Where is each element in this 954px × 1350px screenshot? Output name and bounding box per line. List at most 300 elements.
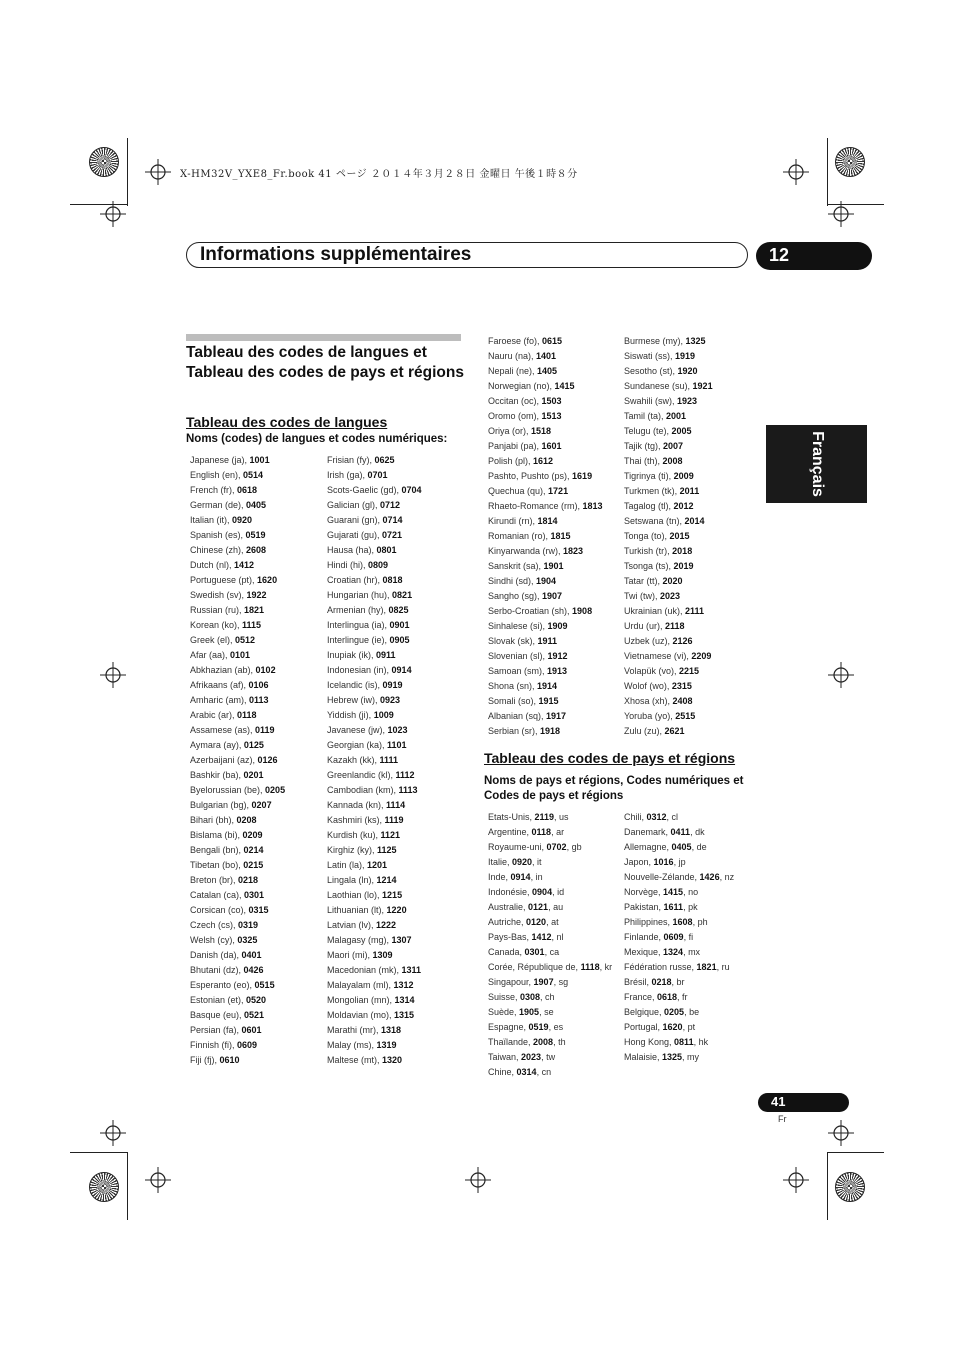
code-entry: [190, 470, 285, 485]
entry-name: Polish (pl),: [488, 456, 534, 466]
entry-country-abbr: , my: [682, 1052, 700, 1062]
entry-code: 2209: [691, 651, 712, 661]
entry-code: 1220: [386, 905, 407, 915]
entry-name: Wolof (wo),: [624, 681, 672, 691]
entry-name: Estonian (et),: [190, 995, 247, 1005]
code-entry: [488, 651, 603, 666]
code-entry: [327, 560, 422, 575]
chapter-title: Informations supplémentaires: [200, 244, 472, 265]
language-side-tab-label: Français: [808, 431, 826, 497]
code-entry: [190, 605, 285, 620]
entry-code: 2020: [662, 576, 683, 586]
entry-name: Autriche,: [488, 917, 527, 927]
entry-code: 1115: [242, 620, 262, 630]
entry-country-abbr: , ru: [716, 962, 730, 972]
entry-name: Malagasy (mg),: [327, 935, 392, 945]
entry-name: Chinese (zh),: [190, 545, 247, 555]
country-list: [624, 812, 734, 1067]
entry-code: 1814: [537, 516, 558, 526]
code-entry: [488, 812, 612, 827]
code-entry: [624, 1007, 734, 1022]
crop-mark: [127, 138, 128, 206]
entry-name: Welsh (cy),: [190, 935, 238, 945]
entry-code: 2118: [665, 621, 685, 631]
entry-name: Romanian (ro),: [488, 531, 551, 541]
entry-code: 0905: [389, 635, 410, 645]
code-entry: [190, 980, 285, 995]
entry-code: 0325: [237, 935, 258, 945]
entry-code: 0919: [382, 680, 403, 690]
entry-code: 2001: [666, 411, 687, 421]
code-entry: [488, 396, 603, 411]
entry-code: 2008: [662, 456, 683, 466]
entry-name: Pashto, Pushto (ps),: [488, 471, 573, 481]
registration-crosshair-icon: [783, 1167, 809, 1193]
entry-country-abbr: , ph: [692, 917, 708, 927]
entry-code: 1325: [685, 336, 706, 346]
code-entry: [327, 575, 422, 590]
entry-code: 0914: [391, 665, 412, 675]
code-entry: [190, 1010, 285, 1025]
entry-code: 0821: [392, 590, 413, 600]
entry-name: Kurdish (ku),: [327, 830, 381, 840]
entry-code: 1412: [234, 560, 255, 570]
code-entry: [624, 962, 734, 977]
entry-name: Portuguese (pt),: [190, 575, 258, 585]
code-entry: [190, 635, 285, 650]
code-entry: [190, 755, 285, 770]
code-entry: [190, 815, 285, 830]
code-entry: [327, 635, 422, 650]
code-entry: [327, 950, 422, 965]
entry-code: 0601: [241, 1025, 262, 1035]
entry-name: Turkish (tr),: [624, 546, 673, 556]
entry-code: 1412: [531, 932, 552, 942]
crop-mark: [827, 138, 828, 206]
entry-name: Hindi (hi),: [327, 560, 369, 570]
entry-code: 0609: [237, 1040, 258, 1050]
entry-name: Mongolian (mn),: [327, 995, 395, 1005]
entry-code: 0625: [374, 455, 395, 465]
entry-name: Lithuanian (lt),: [327, 905, 387, 915]
entry-name: Byelorussian (be),: [190, 785, 266, 795]
entry-name: Latin (la),: [327, 860, 368, 870]
entry-name: Occitan (oc),: [488, 396, 542, 406]
code-entry: [624, 381, 713, 396]
code-entry: [624, 696, 713, 711]
entry-code: 0615: [542, 336, 563, 346]
entry-name: Tamil (ta),: [624, 411, 667, 421]
entry-code: 0102: [255, 665, 276, 675]
entry-name: Swahili (sw),: [624, 396, 678, 406]
entry-name: Sanskrit (sa),: [488, 561, 544, 571]
entry-code: 1113: [398, 785, 418, 795]
entry-name: Inupiak (ik),: [327, 650, 377, 660]
code-entry: [488, 531, 603, 546]
entry-code: 0401: [241, 950, 262, 960]
entry-country-abbr: , nz: [719, 872, 735, 882]
entry-code: 0704: [401, 485, 422, 495]
entry-name: Danemark,: [624, 827, 671, 837]
entry-name: Fiji (fj),: [190, 1055, 220, 1065]
code-entry: [190, 875, 285, 890]
code-entry: [624, 887, 734, 902]
entry-name: Galician (gl),: [327, 500, 381, 510]
entry-code: 0702: [546, 842, 567, 852]
entry-name: Bihari (bh),: [190, 815, 237, 825]
code-entry: [624, 726, 713, 741]
entry-name: Thai (th),: [624, 456, 663, 466]
entry-name: Etats-Unis,: [488, 812, 535, 822]
entry-code: 0126: [257, 755, 278, 765]
entry-code: 1907: [533, 977, 554, 987]
entry-name: Malaisie,: [624, 1052, 663, 1062]
code-entry: [190, 965, 285, 980]
entry-code: 1922: [246, 590, 267, 600]
entry-name: Afar (aa),: [190, 650, 231, 660]
entry-code: 1612: [533, 456, 554, 466]
entry-name: Malayalam (ml),: [327, 980, 394, 990]
registration-crosshair-icon: [100, 1120, 126, 1146]
entry-code: 2009: [673, 471, 694, 481]
entry-code: 2023: [660, 591, 681, 601]
entry-code: 1823: [563, 546, 584, 556]
entry-code: 0521: [244, 1010, 265, 1020]
entry-name: Urdu (ur),: [624, 621, 666, 631]
entry-name: Oromo (om),: [488, 411, 542, 421]
entry-name: Latvian (lv),: [327, 920, 377, 930]
code-entry: [488, 381, 603, 396]
entry-name: Inde,: [488, 872, 511, 882]
code-entry: [488, 1037, 612, 1052]
language-list: [190, 455, 285, 1070]
entry-code: 0818: [382, 575, 403, 585]
code-entry: [488, 932, 612, 947]
code-entry: [327, 860, 422, 875]
entry-country-abbr: , jp: [673, 857, 686, 867]
entry-code: 1401: [536, 351, 557, 361]
code-entry: [327, 830, 422, 845]
entry-code: 2018: [672, 546, 693, 556]
entry-name: Japon,: [624, 857, 654, 867]
entry-name: Macedonian (mk),: [327, 965, 402, 975]
entry-country-abbr: , ar: [551, 827, 565, 837]
entry-name: Portugal,: [624, 1022, 663, 1032]
entry-name: Chili,: [624, 812, 647, 822]
code-entry: [624, 902, 734, 917]
code-entry: [624, 531, 713, 546]
entry-code: 0218: [651, 977, 672, 987]
code-entry: [327, 875, 422, 890]
registration-crosshair-icon: [828, 1120, 854, 1146]
entry-code: 1324: [663, 947, 684, 957]
entry-code: 1415: [554, 381, 575, 391]
entry-name: Espagne,: [488, 1022, 529, 1032]
entry-name: Persian (fa),: [190, 1025, 242, 1035]
code-entry: [624, 812, 734, 827]
code-entry: [327, 1010, 422, 1025]
entry-country-abbr: , kr: [599, 962, 613, 972]
entry-name: Tibetan (bo),: [190, 860, 244, 870]
entry-country-abbr: , gb: [566, 842, 582, 852]
entry-country-abbr: , sg: [553, 977, 569, 987]
entry-name: Somali (so),: [488, 696, 539, 706]
entry-code: 2315: [671, 681, 692, 691]
code-entry: [327, 920, 422, 935]
entry-code: 0208: [236, 815, 257, 825]
code-entry: [488, 591, 603, 606]
entry-country-abbr: , fr: [677, 992, 688, 1002]
code-entry: [488, 456, 603, 471]
code-entry: [624, 917, 734, 932]
code-entry: [624, 1052, 734, 1067]
code-entry: [327, 1055, 422, 1070]
code-entry: [488, 681, 603, 696]
entry-code: 1318: [381, 1025, 402, 1035]
entry-name: Basque (eu),: [190, 1010, 245, 1020]
entry-name: Cambodian (km),: [327, 785, 399, 795]
entry-code: 1919: [675, 351, 696, 361]
entry-code: 1201: [367, 860, 388, 870]
entry-code: 0809: [368, 560, 389, 570]
entry-name: Tsonga (ts),: [624, 561, 674, 571]
entry-name: Nepali (ne),: [488, 366, 538, 376]
entry-code: 0118: [531, 827, 552, 837]
entry-code: 1920: [677, 366, 698, 376]
code-entry: [488, 842, 612, 857]
entry-name: Thaïlande,: [488, 1037, 534, 1047]
code-entry: [190, 500, 285, 515]
entry-name: Georgian (ka),: [327, 740, 388, 750]
entry-name: Singapour,: [488, 977, 534, 987]
entry-name: Sinhalese (si),: [488, 621, 548, 631]
page-language-code: Fr: [778, 1114, 787, 1124]
entry-name: Twi (tw),: [624, 591, 660, 601]
code-entry: [190, 785, 285, 800]
entry-name: Indonésie,: [488, 887, 533, 897]
entry-code: 0512: [235, 635, 256, 645]
code-entry: [327, 620, 422, 635]
code-entry: [624, 411, 713, 426]
entry-code: 1620: [662, 1022, 683, 1032]
registration-starburst-icon: [89, 1172, 119, 1202]
code-entry: [327, 725, 422, 740]
entry-code: 2014: [684, 516, 705, 526]
entry-code: 0825: [388, 605, 409, 615]
entry-code: 1315: [394, 1010, 415, 1020]
entry-name: Canada,: [488, 947, 525, 957]
registration-crosshair-icon: [100, 201, 126, 227]
entry-code: 0519: [528, 1022, 549, 1032]
entry-code: 0215: [243, 860, 264, 870]
entry-name: Marathi (mr),: [327, 1025, 381, 1035]
entry-name: Kannada (kn),: [327, 800, 387, 810]
entry-name: Brésil,: [624, 977, 652, 987]
entry-name: Siswati (ss),: [624, 351, 676, 361]
entry-name: Serbo-Croatian (sh),: [488, 606, 573, 616]
entry-code: 2621: [664, 726, 685, 736]
crop-mark: [70, 1152, 127, 1153]
code-entry: [327, 965, 422, 980]
code-entry: [488, 902, 612, 917]
code-entry: [327, 455, 422, 470]
entry-country-abbr: , ca: [544, 947, 560, 957]
entry-code: 1601: [541, 441, 562, 451]
code-entry: [488, 561, 603, 576]
code-entry: [488, 426, 603, 441]
code-entry: [190, 770, 285, 785]
entry-code: 0901: [389, 620, 410, 630]
entry-code: 0106: [248, 680, 269, 690]
code-entry: [488, 486, 603, 501]
entry-code: 0914: [510, 872, 531, 882]
entry-name: Quechua (qu),: [488, 486, 549, 496]
entry-name: Serbian (sr),: [488, 726, 541, 736]
code-entry: [327, 980, 422, 995]
entry-name: Abkhazian (ab),: [190, 665, 256, 675]
countries-table-title: Tableau des codes de pays et régions: [484, 750, 736, 766]
code-entry: [327, 770, 422, 785]
entry-code: 1119: [384, 815, 404, 825]
entry-name: Sundanese (su),: [624, 381, 693, 391]
entry-code: 0405: [246, 500, 267, 510]
entry-code: 0301: [244, 890, 265, 900]
code-entry: [327, 845, 422, 860]
entry-code: 1821: [696, 962, 717, 972]
code-entry: [327, 755, 422, 770]
entry-name: Catalan (ca),: [190, 890, 245, 900]
entry-code: 1915: [538, 696, 559, 706]
code-entry: [327, 815, 422, 830]
language-list: [327, 455, 422, 1070]
entry-code: 2012: [673, 501, 694, 511]
entry-name: Scots-Gaelic (gd),: [327, 485, 402, 495]
entry-name: Norvège,: [624, 887, 664, 897]
entry-name: Kinyarwanda (rw),: [488, 546, 564, 556]
code-entry: [488, 857, 612, 872]
entry-name: Javanese (jw),: [327, 725, 388, 735]
entry-code: 1907: [542, 591, 563, 601]
entry-name: French (fr),: [190, 485, 238, 495]
entry-country-abbr: , in: [530, 872, 543, 882]
entry-name: Yoruba (yo),: [624, 711, 676, 721]
entry-code: 0125: [243, 740, 264, 750]
entry-name: Icelandic (is),: [327, 680, 383, 690]
entry-name: Korean (ko),: [190, 620, 243, 630]
entry-code: 1921: [692, 381, 713, 391]
code-entry: [190, 590, 285, 605]
entry-code: 0314: [516, 1067, 537, 1077]
page-number: 41: [771, 1094, 786, 1109]
entry-name: Suisse,: [488, 992, 521, 1002]
code-entry: [624, 426, 713, 441]
entry-code: 1904: [536, 576, 557, 586]
code-entry: [190, 920, 285, 935]
entry-code: 0405: [671, 842, 692, 852]
entry-country-abbr: , be: [684, 1007, 700, 1017]
entry-name: Kazakh (kk),: [327, 755, 380, 765]
entry-name: Croatian (hr),: [327, 575, 383, 585]
code-entry: [488, 351, 603, 366]
entry-name: Italie,: [488, 857, 513, 867]
registration-starburst-icon: [835, 1172, 865, 1202]
entry-country-abbr: , se: [539, 1007, 554, 1017]
registration-crosshair-icon: [145, 159, 171, 185]
entry-name: France,: [624, 992, 658, 1002]
code-entry: [624, 486, 713, 501]
entry-name: Hong Kong,: [624, 1037, 675, 1047]
code-entry: [488, 992, 612, 1007]
entry-code: 2515: [675, 711, 696, 721]
code-entry: [190, 695, 285, 710]
entry-code: 2608: [246, 545, 267, 555]
entry-code: 2119: [534, 812, 555, 822]
entry-name: Argentine,: [488, 827, 532, 837]
code-entry: [488, 411, 603, 426]
entry-name: Greenlandic (kl),: [327, 770, 396, 780]
entry-name: Australie,: [488, 902, 529, 912]
code-entry: [190, 725, 285, 740]
entry-code: 2126: [672, 636, 693, 646]
entry-code: 1912: [547, 651, 568, 661]
entry-code: 0811: [674, 1037, 694, 1047]
crop-mark: [127, 1152, 128, 1220]
code-entry: [488, 887, 612, 902]
code-entry: [190, 860, 285, 875]
entry-code: 1311: [401, 965, 422, 975]
entry-code: 0923: [380, 695, 401, 705]
code-entry: [488, 576, 603, 591]
entry-name: Uzbek (uz),: [624, 636, 673, 646]
entry-code: 0312: [646, 812, 667, 822]
code-entry: [488, 696, 603, 711]
entry-name: Faroese (fo),: [488, 336, 543, 346]
chapter-number: 12: [769, 245, 790, 265]
entry-code: 2011: [679, 486, 700, 496]
entry-name: Greek (el),: [190, 635, 236, 645]
entry-code: 1320: [382, 1055, 403, 1065]
code-entry: [190, 620, 285, 635]
code-entry: [190, 950, 285, 965]
code-entry: [624, 932, 734, 947]
code-entry: [190, 935, 285, 950]
entry-code: 1426: [699, 872, 720, 882]
entry-country-abbr: , pt: [682, 1022, 696, 1032]
entry-name: Norwegian (no),: [488, 381, 555, 391]
code-entry: [624, 351, 713, 366]
entry-name: Oriya (or),: [488, 426, 532, 436]
code-entry: [488, 441, 603, 456]
entry-country-abbr: , es: [548, 1022, 564, 1032]
entry-code: 1917: [546, 711, 567, 721]
entry-name: Indonesian (in),: [327, 665, 392, 675]
entry-name: Frisian (fy),: [327, 455, 375, 465]
entry-code: 1608: [672, 917, 693, 927]
code-entry: [190, 845, 285, 860]
entry-code: 0712: [380, 500, 401, 510]
entry-country-abbr: , ch: [540, 992, 555, 1002]
entry-code: 2008: [533, 1037, 554, 1047]
entry-code: 1908: [572, 606, 593, 616]
entry-name: Tatar (tt),: [624, 576, 663, 586]
entry-country-abbr: , nl: [551, 932, 564, 942]
entry-code: 0121: [528, 902, 549, 912]
entry-name: Mexique,: [624, 947, 664, 957]
entry-name: Xhosa (xh),: [624, 696, 673, 706]
entry-name: Rhaeto-Romance (rm),: [488, 501, 583, 511]
code-entry: [624, 827, 734, 842]
entry-country-abbr: , au: [548, 902, 564, 912]
